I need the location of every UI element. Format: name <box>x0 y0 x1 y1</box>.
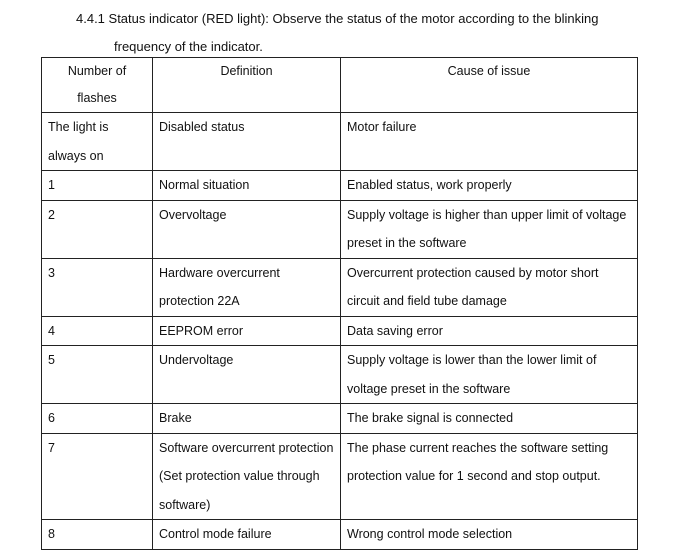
flashes-cell: The light is always on <box>42 113 153 171</box>
definition-cell: Disabled status <box>153 113 341 171</box>
cause-cell: Supply voltage is lower than the lower limit of voltage preset in the software <box>341 346 638 404</box>
flashes-cell: 3 <box>42 258 153 316</box>
definition-cell: Overvoltage <box>153 200 341 258</box>
heading-line-1: 4.4.1 Status indicator (RED light): Observe the status of the motor according to the blinking <box>76 11 599 26</box>
table-row <box>42 258 638 316</box>
definition-cell: Normal situation <box>153 171 341 201</box>
header-number-of-flashes: Number of flashes <box>42 58 153 113</box>
table-row <box>42 433 638 520</box>
cause-cell: The brake signal is connected <box>341 404 638 434</box>
cause-cell: The phase current reaches the software setting protection value for 1 second and stop output. <box>341 433 638 520</box>
cause-cell: Wrong control mode selection <box>341 520 638 550</box>
cause-cell: Motor failure <box>341 113 638 171</box>
table-row <box>42 200 638 258</box>
flashes-cell: 8 <box>42 520 153 550</box>
cause-cell: Enabled status, work properly <box>341 171 638 201</box>
cause-cell: Data saving error <box>341 316 638 346</box>
header-definition: Definition <box>153 58 341 113</box>
header-cause-of-issue: Cause of issue <box>341 58 638 113</box>
status-indicator-table <box>41 57 638 550</box>
flashes-cell: 7 <box>42 433 153 520</box>
definition-cell: EEPROM error <box>153 316 341 346</box>
table-row <box>42 520 638 550</box>
table-row <box>42 346 638 404</box>
definition-cell: Undervoltage <box>153 346 341 404</box>
table-row <box>42 404 638 434</box>
definition-cell: Hardware overcurrent protection 22A <box>153 258 341 316</box>
definition-cell: Control mode failure <box>153 520 341 550</box>
table-header-row <box>42 58 638 113</box>
flashes-cell: 5 <box>42 346 153 404</box>
flashes-cell: 6 <box>42 404 153 434</box>
table-row <box>42 171 638 201</box>
table-row <box>42 316 638 346</box>
flashes-cell: 2 <box>42 200 153 258</box>
cause-cell: Supply voltage is higher than upper limit of voltage preset in the software <box>341 200 638 258</box>
table-row <box>42 113 638 171</box>
flashes-cell: 1 <box>42 171 153 201</box>
cause-cell: Overcurrent protection caused by motor short circuit and field tube damage <box>341 258 638 316</box>
flashes-cell: 4 <box>42 316 153 346</box>
definition-cell: Brake <box>153 404 341 434</box>
heading-line-2: frequency of the indicator. <box>114 39 263 54</box>
section-heading <box>76 5 676 61</box>
definition-cell: Software overcurrent protection (Set protection value through software) <box>153 433 341 520</box>
